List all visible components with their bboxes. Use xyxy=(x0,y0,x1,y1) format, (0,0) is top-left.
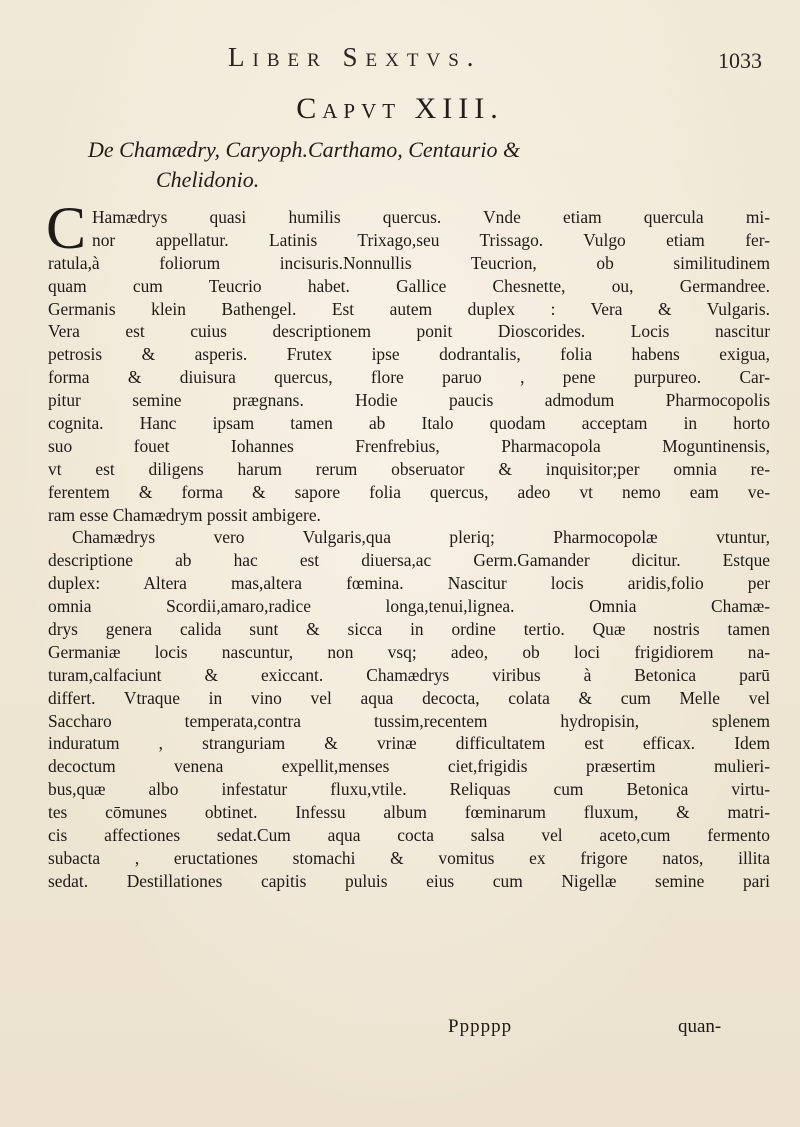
text-line: descriptione ab hac est diuersa,ac Germ.Gamander dicitur. Estque xyxy=(48,550,770,571)
text-line: sedat. Destillationes capitis puluis eius cum Nigellæ semine pari xyxy=(48,870,770,891)
running-title: Liber Sextvs. xyxy=(228,42,482,72)
catchword: quan- xyxy=(678,1016,722,1037)
text-line: Saccharo temperata,contra tussim,recentem hydropisin, splenem xyxy=(48,710,770,731)
chapter-subtitle-line: Chelidonio. xyxy=(156,167,260,192)
text-line: duplex: Altera mas,altera fœmina. Nascitur locis aridis,folio per xyxy=(48,573,770,594)
text-line: turam,calfaciunt & exiccant. Chamædrys viribus à Betonica parū xyxy=(48,664,770,685)
text-line: Germanis klein Bathengel. Est autem duplex : Vera & Vulgaris. xyxy=(48,298,770,319)
drop-cap: C xyxy=(46,195,87,261)
text-line: Germaniæ locis nascuntur, non vsq; adeo, ob loci frigidiorem na- xyxy=(48,641,770,662)
text-line: differt. Vtraque in vino vel aqua decocta, colata & cum Melle vel xyxy=(48,687,770,708)
text-line: petrosis & asperis. Frutex ipse dodrantalis, folia habens exigua, xyxy=(48,344,770,365)
text-line: ratula,à foliorum incisuris.Nonnullis Teucrion, ob similitudinem xyxy=(48,252,770,273)
text-line: quam cum Teucrio habet. Gallice Chesnette, ou, Germandree. xyxy=(48,275,770,296)
text-line: pitur semine prægnans. Hodie paucis admodum Pharmocopolis xyxy=(48,390,770,411)
chapter-subtitle xyxy=(88,135,688,195)
text-line: bus,quæ albo infestatur fluxu,vtile. Reliquas cum Betonica virtu- xyxy=(48,779,770,800)
text-line: ram esse Chamædrym possit ambigere. xyxy=(48,504,321,525)
text-line: suo fouet Iohannes Frenfrebius, Pharmacopola Moguntinensis, xyxy=(48,435,770,456)
signature-mark: Pppppp xyxy=(448,1016,513,1037)
body-text xyxy=(46,195,770,893)
text-line: tes cōmunes obtinet. Infessu album fœminarum fluxum, & matri- xyxy=(48,802,770,823)
text-line: drys genera calida sunt & sicca in ordine tertio. Quæ nostris tamen xyxy=(48,619,770,640)
chapter-heading: Capvt XIII. xyxy=(296,92,504,125)
page-footer xyxy=(48,1016,770,1042)
text-line: nor appellatur. Latinis Trixago,seu Trissago. Vulgo etiam fer- xyxy=(92,229,770,250)
text-line: Chamædrys vero Vulgaris,qua pleriq; Pharmocopolæ vtuntur, xyxy=(72,527,770,548)
text-line: Hamædrys quasi humilis quercus. Vnde etiam quercula mi- xyxy=(92,207,770,227)
text-line: vt est diligens harum rerum obseruator & inquisitor;per omnia re- xyxy=(48,458,770,479)
text-line: induratum , stranguriam & vrinæ difficultatem est efficax. Idem xyxy=(48,733,770,754)
text-line: subacta , eructationes stomachi & vomitus ex frigore natos, illita xyxy=(48,847,770,868)
text-line: forma & diuisura quercus, flore paruo , pene purpureo. Car- xyxy=(48,367,770,388)
running-head xyxy=(0,42,800,82)
text-line: decoctum venena expellit,menses ciet,frigidis præsertim mulieri- xyxy=(48,756,770,777)
text-line: cognita. Hanc ipsam tamen ab Italo quodam acceptam in horto xyxy=(48,413,770,434)
text-line: omnia Scordii,amaro,radice longa,tenui,lignea. Omnia Chamæ- xyxy=(48,596,770,617)
text-line: ferentem & forma & sapore folia quercus, adeo vt nemo eam ve- xyxy=(48,481,770,502)
page-number: 1033 xyxy=(718,48,762,73)
chapter-subtitle-line: De Chamædry, Caryoph.Carthamo, Centaurio & xyxy=(88,137,521,162)
text-line: Vera est cuius descriptionem ponit Dioscorides. Locis nascitur xyxy=(48,321,770,342)
text-line: cis affectiones sedat.Cum aqua cocta salsa vel aceto,cum fermento xyxy=(48,825,770,846)
